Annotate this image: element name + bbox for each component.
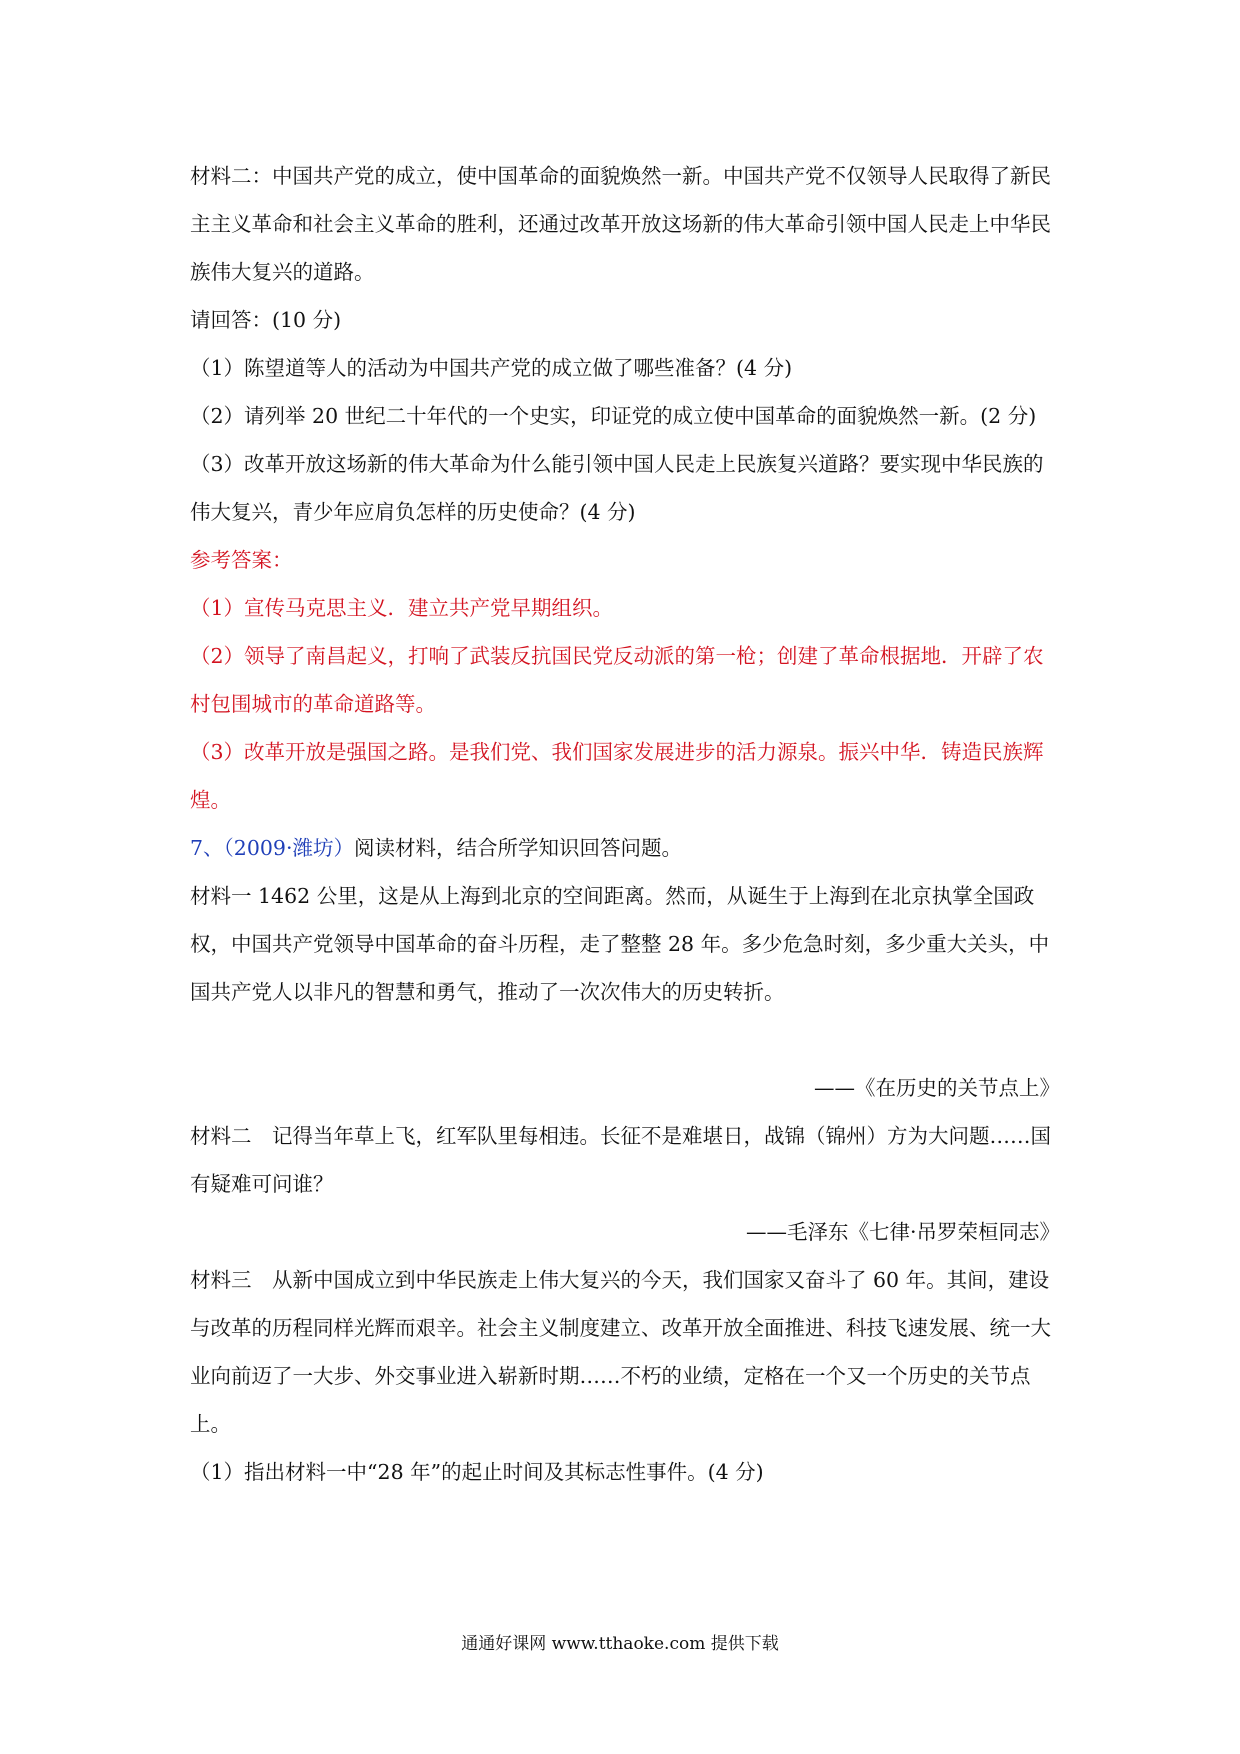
question-7-header bbox=[190, 824, 1060, 872]
answer-heading: 参考答案： bbox=[190, 548, 293, 572]
answer-2: （2）领导了南昌起义，打响了武装反抗国民党反动派的第一枪；创建了革命根据地．开辟了农村包围城市的革命道路等。 bbox=[190, 644, 1044, 716]
question-3: （3）改革开放这场新的伟大革命为什么能引领中国人民走上民族复兴道路？要实现中华民族的伟大复兴，青少年应肩负怎样的历史使命？(4 分) bbox=[190, 452, 1044, 524]
material-2-source: ——毛泽东《七律·吊罗荣桓同志》 bbox=[745, 1220, 1060, 1244]
question-7-material-2: 材料二 记得当年草上飞，红军队里每相违。长征不是难堪日，战锦（锦州）方为大问题……国有疑难可问谁？ bbox=[190, 1124, 1051, 1196]
material-1-source: ——《在历史的关节点上》 bbox=[814, 1076, 1060, 1100]
answer-1: （1）宣传马克思主义．建立共产党早期组织。 bbox=[190, 596, 614, 620]
document-body bbox=[190, 152, 1060, 1496]
blank-spacer bbox=[190, 1016, 1060, 1064]
answer-3: （3）改革开放是强国之路。是我们党、我们国家发展进步的活力源泉。振兴中华．铸造民族辉煌。 bbox=[190, 740, 1044, 812]
answer-prompt: 请回答：(10 分) bbox=[190, 308, 342, 332]
material-two-paragraph: 材料二：中国共产党的成立，使中国革命的面貌焕然一新。中国共产党不仅领导人民取得了新民主主义革命和社会主义革命的胜利，还通过改革开放这场新的伟大革命引领中国人民走上中华民族伟大复兴的道路。 bbox=[190, 164, 1051, 284]
question-7-number: 7、（2009·潍坊） bbox=[190, 836, 354, 860]
question-7-material-3: 材料三 从新中国成立到中华民族走上伟大复兴的今天，我们国家又奋斗了 60 年。其间，建设与改革的历程同样光辉而艰辛。社会主义制度建立、改革开放全面推进、科技飞速发展、统一大业向前迈了一大步、外交事业进入崭新时期……不朽的业绩，定格在一个又一个历史的关节点上。 bbox=[190, 1268, 1051, 1436]
question-7-subquestion-1: （1）指出材料一中“28 年”的起止时间及其标志性事件。(4 分) bbox=[190, 1460, 764, 1484]
question-1: （1）陈望道等人的活动为中国共产党的成立做了哪些准备？(4 分) bbox=[190, 356, 793, 380]
page-footer: 通通好课网 www.tthaoke.com 提供下载 bbox=[461, 1634, 779, 1654]
question-7-material-1: 材料一 1462 公里，这是从上海到北京的空间距离。然而，从诞生于上海到在北京执掌全国政权，中国共产党领导中国革命的奋斗历程，走了整整 28 年。多少危急时刻，多少重大关头，中国共产党人以非凡的智慧和勇气，推动了一次次伟大的历史转折。 bbox=[190, 884, 1050, 1004]
question-2: （2）请列举 20 世纪二十年代的一个史实，印证党的成立使中国革命的面貌焕然一新。(2 分) bbox=[190, 404, 1037, 428]
question-7-instruction: 阅读材料，结合所学知识回答问题。 bbox=[353, 836, 682, 860]
